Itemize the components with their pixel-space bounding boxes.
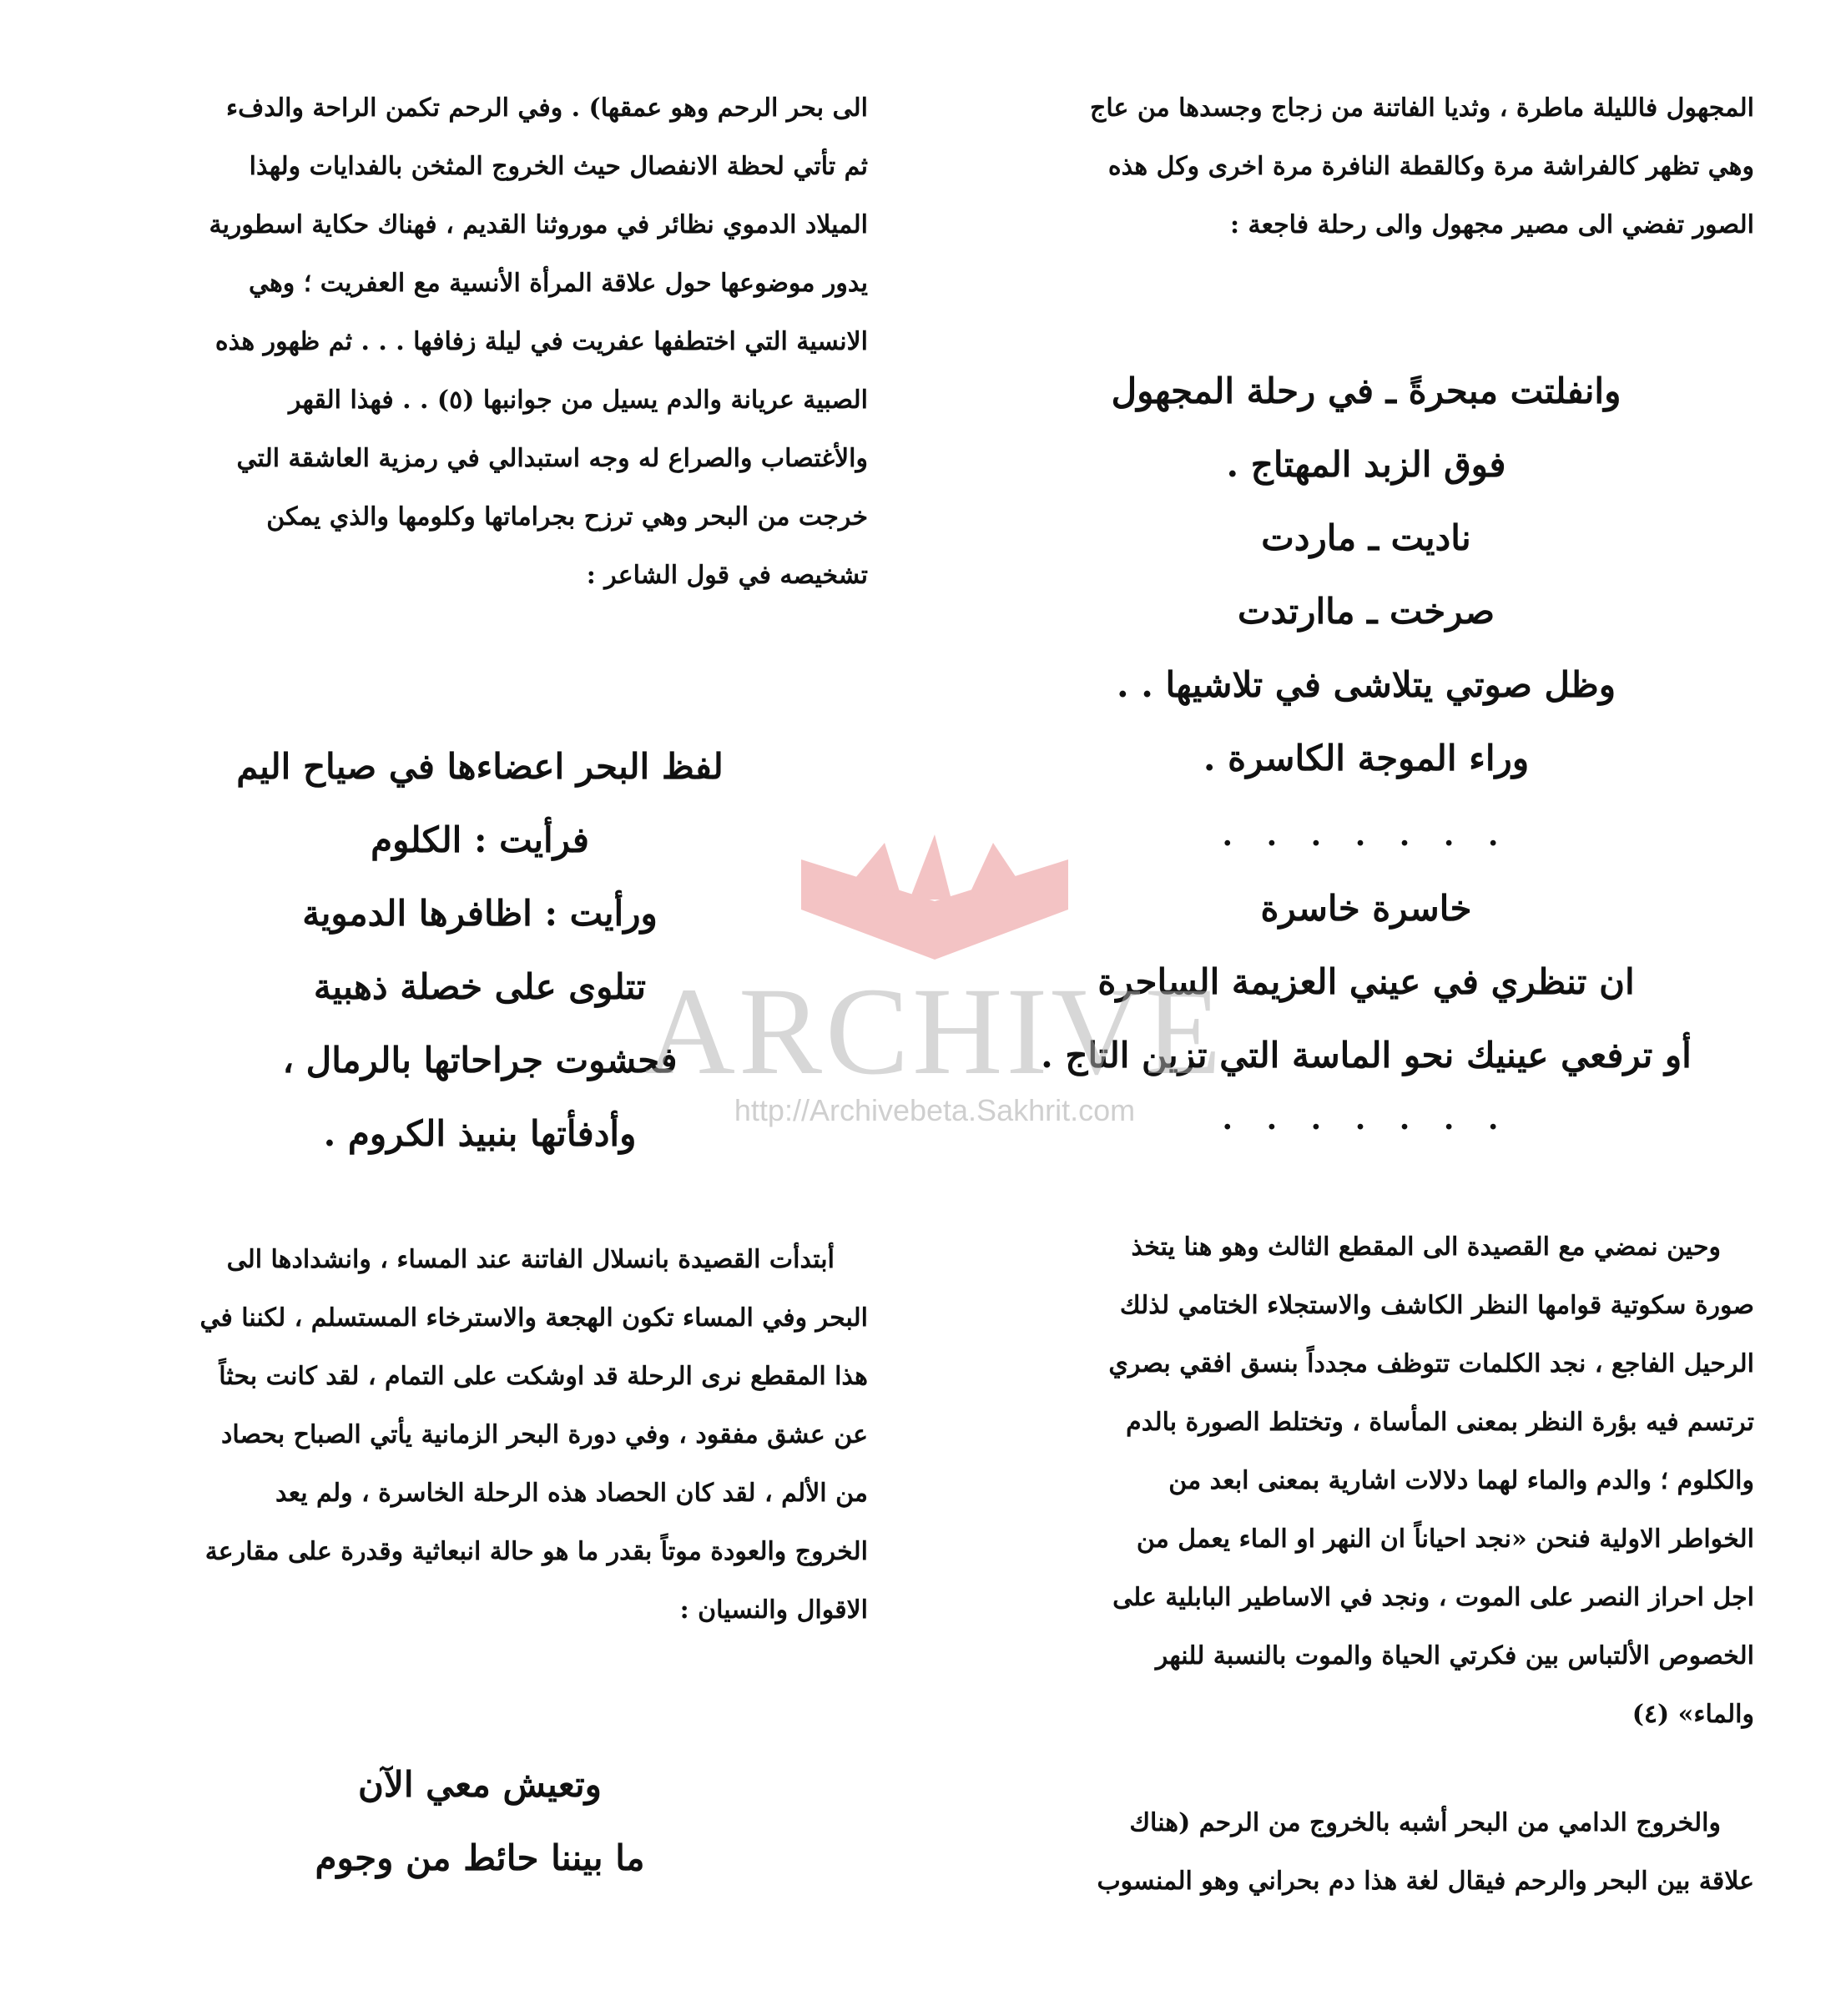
left-paragraph-2 [92,1231,868,1640]
left-poem-a: لفظ البحر اعضاءها في صياح اليم فرأيت : الكلوم ورأيت : اظافرها الدموية تتلوى على خصلة ذهبية فحشوت جراحاتها بالرمال ، وأدفأتها بنبيذ الكروم . [236,746,724,1154]
right-paragraph-2-text: والخروج الدامي من البحر أشبه بالخروج من الرحم (هناك علاقة بين البحر والرحم فيقال لغة هذا دم بحراني وهو المنسوب [1097,1808,1754,1896]
left-paragraph-1 [92,79,868,605]
right-poem-b: خاسرة خاسرة ان تنظري في عيني العزيمة الساحرة أو ترفعي عينيك نحو الماسة التي تزين التاج . [1041,888,1692,1076]
right-intro-text: المجهول فالليلة ماطرة ، وثديا الفاتنة من زجاج وجسدها من عاج وهي تظهر كالفراشة مرة وكالقطة النافرة مرة اخرى وكل هذه الصور تفضي الى مصير مجهول والى رحلة فاجعة : [1089,93,1754,239]
right-paragraph-1 [978,1218,1754,1744]
right-ellipsis-a: . . . . . . . [1222,818,1511,853]
left-poem-b: وتعيش معي الآن ما بيننا حائط من وجوم [315,1764,645,1878]
watermark-title: ARCHIVE [644,962,1225,1101]
right-intro-paragraph [978,79,1754,255]
right-poem-a: وانفلتت مبحرةً ـ في رحلة المجهول فوق الزبد المهتاج . ناديت ـ ماردت صرخت ـ ماارتدت وظل صوتي يتلاشى في تلاشيها . . وراء الموجة الكاسرة . [1111,370,1622,779]
left-paragraph-1-text: الى بحر الرحم وهو عمقها) . وفي الرحم تكمن الراحة والدفء ثم تأتي لحظة الانفصال حيث الخروج المثخن بالفدايات ولهذا الميلاد الدموي نظائر في موروثنا القديم ، فهناك حكاية اسطورية يدور موضوعها حول علاقة المرأة الأنسية مع العفريت ؛ وهي الانسية التي اختطفها عفريت في ليلة زفافها . . . ثم ظهور هذه الصبية عريانة والدم يسيل من جوانبها (٥) . . فهذا القهر والأغتصاب والصراع له وجه استبدالي في رمزية العاشقة التي خرجت من البحر وهي ترزح بجراماتها وكلومها والذي يمكن تشخيصه في قول الشاعر : [209,93,868,590]
right-ellipsis-b: . . . . . . . [1222,1101,1511,1137]
right-paragraph-1-text: وحين نمضي مع القصيدة الى المقطع الثالث وهو هنا يتخذ صورة سكوتية قوامها النظر الكاشف والاستجلاء الختامي لذلك الرحيل الفاجع ، نجد الكلمات تتوظف مجدداً بنسق افقي بصري ترتسم فيه بؤرة النظر بمعنى المأساة ، وتختلط الصورة بالدم والكلوم ؛ والدم والماء لهما دلالات اشارية بمعنى ابعد من الخواطر الاولية فنحن «نجد احياناً ان النهر او الماء يعمل من اجل احراز النصر على الموت ، ونجد في الاساطير البابلية على الخصوص الألتباس بين فكرتي الحياة والموت بالنسبة للنهر والماء» (٤) [1108,1232,1754,1729]
left-paragraph-2-text: أبتدأت القصيدة بانسلال الفاتنة عند المساء ، وانشدادها الى البحر وفي المساء تكون الهجعة والاسترخاء المستسلم ، لكننا في هذا المقطع نرى الرحلة قد اوشكت على التمام ، لقد كانت بحثاً عن عشق مفقود ، وفي دورة البحر الزمانية يأتي الصباح بحصاد من الألم ، لقد كان الحصاد هذه الرحلة الخاسرة ، ولم يعد الخروج والعودة موتاً بقدر ما هو حالة انبعاثية وقدرة على مقارعة الاقوال والنسيان : [199,1245,868,1625]
watermark-url: http://Archivebeta.Sakhrit.com [734,1093,1136,1127]
right-paragraph-2 [978,1794,1754,1911]
